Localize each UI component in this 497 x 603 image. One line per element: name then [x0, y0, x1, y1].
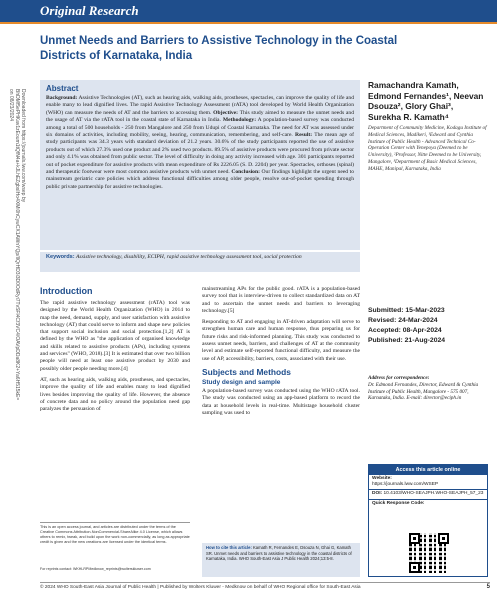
doi-label: DOI:	[372, 491, 383, 497]
doi-link[interactable]: 10.4103/WHO-SEAJPH.WHO-SEAJPH_57_23	[383, 491, 484, 497]
published-date: Published: 21-Aug-2024	[368, 337, 446, 344]
journal-header-band	[0, 0, 497, 22]
access-online-box	[368, 464, 488, 577]
qr-corner	[409, 533, 420, 544]
website-link[interactable]: https://journals.lww.com/WSEP	[372, 482, 439, 488]
abstract-heading: Abstract	[46, 84, 79, 93]
header-divider	[0, 22, 497, 24]
doi-row	[369, 490, 487, 499]
col2-paragraph-2: Responding to AT and engaging in AT-driven adaptation will serve to strengthen human care and human response, thus preparing us for future risks and risk-informed planning. This study was conducted to assess unmet needs, barriers, and challenges of AT at the community level and estimate self-reported functional difficulty, and measure the use of AP, accessibility, barriers, costs, associated with their use.	[202, 319, 360, 362]
result-text: The mean age of study participants was 34.3 years with standard deviation of 21.2 years. 30.6% of the study participants reported the use of assistive products out of which 27.3% used one product and 2% used two products. 89.5% of assistive products were procured from private sector and only 4.1% was obtained from public sector. The level of difficulty in doing any activity increased with age. 301 participants reported out of pocket expenditure for assistive products with mean expenditure of Rs 2226.05 (S. D. 2204) per year. Spectacles, orthoses (spinal) and therapeutic footwear were most common assistive products with unmet need.	[46, 132, 354, 176]
side-download-text: Downloaded from https://journals.lww.com/wsep by BhDMf5ePHKav1zEoum1tQfN4a+kJLhEZgbsIHo4XMi0hCywCX1AWnYQp/IlQrHD3i3D0OdRyi7TvSFl4Cf3VC4/OAVpDDa8K2+Ya6H515kE= on 08/23/2024	[8, 89, 26, 401]
conclusion-text: Our findings highlight the urgent need to mainstream geriatric care policies which address functional difficulties among older people, resolve out-of-pocket spending through public private partnership for assistive technologies.	[46, 169, 355, 190]
correspondence-text: Dr. Edmond Fernandes, Director, Edward & Cynthia Institute of Public Health, Mangalore - 575 007, Karnataka, India. E-mail: director@eciph.in	[368, 381, 479, 402]
col2-paragraph-1: mainstreaming APs for the public good. rATA is a population-based survey tool that is interview-driven to collect standardized data on AT and to ascertain the unmet needs and barriers to leveraging technology.[5]	[202, 286, 360, 314]
article-title: Unmet Needs and Barriers to Assistive Technology in the Coastal Districts of Karnataka, India	[40, 35, 398, 62]
conclusion-label: Conclusion:	[231, 169, 260, 176]
license-footnote: This is an open access journal, and articles are distributed under the terms of the Creative Commons Attribution-NonCommercial-ShareAlike 4.0 License, which allows others to remix, tweak, and build upon the work non-commercially, as long as appropriate credit is given and the new creations are licensed under the identical terms.	[40, 522, 190, 545]
author-affiliations: Department of Community Medicine, Kodagu Institute of Medical Sciences, Madikeri, ¹Edward and Cynthia Institute of Public Health - Advanced Technical Co-Operation Center with Yenepoya (Deemed to be University), ²Professor, Nitte Deemed to be University, Mangalore, ³Department of Basic Medical Sciences, MAHE, Manipal, Karnataka, India	[368, 125, 487, 172]
intro-paragraph-2: AT, such as hearing aids, walking aids, prostheses, and spectacles, improve the quality of life and enables many to lead dignified lives besides improving the quality of life. However, the absence of concrete data and no policy around the population need gap paralyzes the persuasion of	[40, 376, 190, 413]
keywords-box	[40, 252, 360, 272]
how-to-cite-box	[202, 543, 360, 577]
qr-corner	[438, 533, 449, 544]
intro-paragraph-1: The rapid assistive technology assessment (rATA) tool was designed by the World Health Organization (WHO) in 2014 to map the need, demand, supply, and user satisfaction with assistive technology (AT) that could serve to inform and shape new policies that support social inclusion and social protection.[1,2] AT is defined by the WHO as "the application of organised knowledge and skills related to assistive products (APs), including systems and services" (WHO, 2018).[3] It is estimated that over two billion people will need at least one assistive product by 2030 and possibly older people needing more.[4]	[40, 300, 190, 372]
result-label: Result:	[295, 132, 313, 139]
qr-label: Quick Response Code:	[372, 500, 425, 506]
accepted-date: Accepted: 08-Apr-2024	[368, 327, 442, 334]
dates-block	[368, 306, 488, 346]
access-heading: Access this article online	[369, 465, 487, 475]
section-label: Original Research	[40, 3, 139, 18]
introduction-heading: Introduction	[40, 286, 93, 296]
page-number: 5	[486, 584, 490, 590]
methodology-text: A population-based survey was conducted among a total of 500 households - 250 from Mangalore and 250 from Udupi of Coastal Karnataka. The need for AT was assessed under six domains of activities, including mobility, seeing, hearing, communication, remembering, and self-care.	[46, 117, 355, 139]
qr-corner	[409, 562, 420, 573]
reprints-contact: For reprints contact: WKHLRPMedknow_reprints@wolterskluwer.com	[40, 567, 151, 571]
correspondence-heading: Address for correspondence:	[368, 375, 430, 381]
methodology-label: Methodology:	[222, 117, 257, 124]
abstract-box	[40, 80, 360, 250]
correspondence-block	[368, 375, 488, 402]
website-label: Website:	[372, 476, 392, 481]
footer-divider	[40, 582, 490, 583]
revised-date: Revised: 24-Mar-2024	[368, 317, 438, 324]
study-design-heading: Study design and sample	[202, 378, 281, 386]
author-names: Ramachandra Kamath, Edmond Fernandes¹, Neevan Dsouza², Glory Ghai³, Surekha R. Kamath⁴	[368, 80, 484, 122]
cite-text: Kamath R, Fernandes E, Dsouza N, Ghai G, Kamath SR. Unmet needs and barriers to assistive technology in the coastal districts of Karnataka, India. WHO South-East Asia J Public Health 2024;13:5-8.	[206, 545, 352, 561]
column-2	[202, 286, 360, 421]
author-block	[368, 80, 488, 173]
footer-text: © 2024 WHO South-East Asia Journal of Public Health | Published by Wolters Kluwer - Medknow on behalf of WHO Regional office for South-East Asia	[40, 585, 361, 590]
qr-code-icon[interactable]	[409, 533, 449, 573]
side-download-note	[7, 89, 26, 401]
objective-label: Objective:	[213, 109, 239, 116]
methods-heading: Subjects and Methods	[202, 366, 291, 377]
page-footer	[40, 585, 490, 590]
website-row	[369, 475, 487, 490]
background-text: Assistive Technologies (AT), such as hearing aids, walking aids, prostheses, spectacles, can improve the quality of life and enable many to lead dignified lives. The rapid Assistive Technology Assessment (rATA) tool developed by World Health Organization (WHO) can measure the needs of AT and the barriers to accessing them.	[46, 95, 354, 116]
abstract-text	[46, 95, 354, 191]
column-1	[40, 286, 190, 417]
cite-label: How to cite this article:	[206, 545, 252, 550]
col2-paragraph-3: A population-based survey was conducted using the WHO rATA tool. The study was conducted using an app-based platform to record the data at household levels in real-time. Multistage household cluster sampling was used to	[202, 387, 360, 416]
submitted-date: Submitted: 15-Mar-2023	[368, 307, 445, 314]
keywords-text: Assistive technology, disability, ECIPH, rapid assistive technology assessment tool, social protection	[76, 254, 302, 260]
keywords-label: Keywords:	[46, 254, 75, 260]
objective-text: This study aimed to measure the unmet needs and the usage of AT via the rATA tool in the coastal state of Karnataka in India.	[46, 109, 354, 124]
background-label: Background:	[46, 95, 78, 101]
